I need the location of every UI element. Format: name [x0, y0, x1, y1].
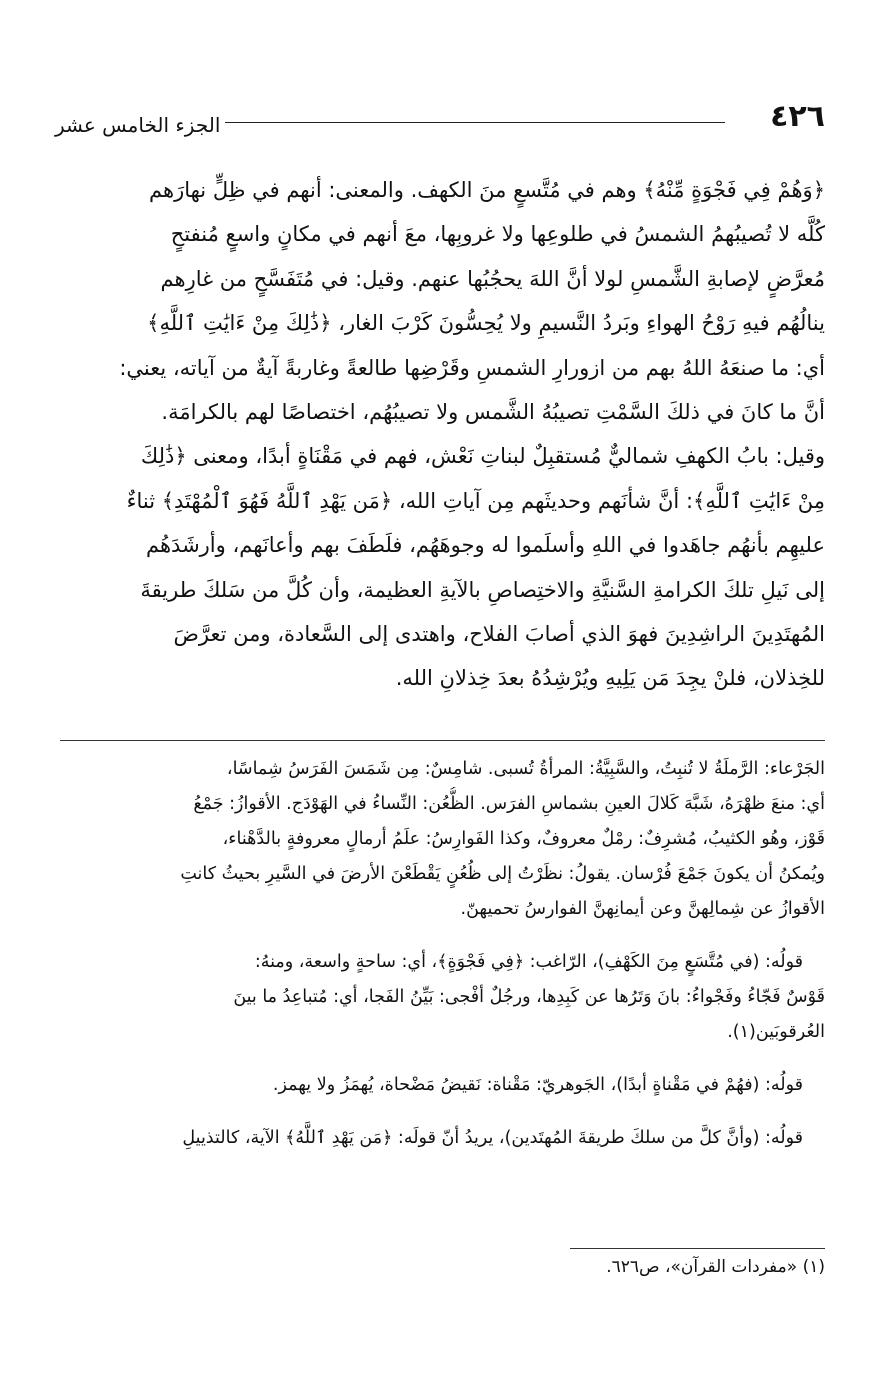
commentary-line: الأقوازُ عن شِمالِهنَّ وعن أيمانِهنَّ الفوارسُ تحميهنّ.	[460, 899, 825, 919]
main-text-line: وقيل: بابُ الكهفِ شماليٌّ مُستقبِلٌ لبناتِ نَعْش، فهم في مَقْنَاةٍ أبدًا، ومعنى ﴿ذَٰلِكَ	[140, 444, 825, 469]
commentary-line: ويُمكنُ أن يكونَ جَمْعَ فُرْسان. يقولُ: نظَرْتُ إلى ظُعُنٍ يَقْطَعْنَ الأرضَ في السَّيرِ بحيثُ كانتِ	[180, 864, 825, 884]
commentary-line: قولُه: (فهُمْ في مَقْناةٍ أبدًا)، الجَوهريّ: مَقْناة: نَقيضُ مَضْحاة، يُهمَزُ ولا يهمز.	[272, 1075, 803, 1095]
main-text-line: إلى نَيلِ تلكَ الكرامةِ السَّنيَّةِ والاختِصاصِ بالآيةِ العظيمة، وأن كُلَّ من سَلكَ طريقةَ	[140, 577, 825, 602]
commentary-line: أي: منعَ ظهْرَهُ، شَبَّهَ كَلالَ العينِ بشماسِ الفرَس. الظُّعُن: النِّساءُ في الهَوْدَج. الأقوازُ: جَمْعُ	[193, 794, 825, 814]
running-title: الجزء الخامس عشر	[55, 113, 221, 137]
footnote-divider	[570, 1248, 825, 1249]
main-text-line: ينالُهُم فيهِ رَوْحُ الهواءِ وبَردُ النَّسيمِ ولا يُحِسُّونَ كَرْبَ الغار، ﴿ذَٰلِكَ مِنْ ءَايَٰتِ ٱللَّهِ﴾	[147, 311, 825, 336]
commentary-line: قولُه: (في مُتَّسَعٍ مِنَ الكَهْفِ)، الرّاغب: ﴿فِي فَجْوَةٍ﴾، أي: ساحةٍ واسعة، ومنهُ:	[254, 952, 803, 972]
main-text-line: المُهتَدِينَ الراشِدِينَ فهوَ الذي أصابَ الفلاح، واهتدى إلى السَّعادة، ومن تعرَّضَ	[173, 621, 825, 646]
main-text-line: مُعرَّضٍ لإصابةِ الشَّمسِ لولا أنَّ اللهَ يحجُبُها عنهم. وقيل: في مُتَفَسَّحٍ من غارِهم	[160, 266, 825, 291]
main-text-line: كُلَّه لا تُصيبُهمُ الشمسُ في طلوعِها ولا غروبِها، معَ أنهم في مكانٍ واسعٍ مُنفتحٍ	[170, 222, 825, 247]
commentary-paragraph	[60, 945, 825, 1050]
commentary-line: قَوْسٌ فَجّاءُ وفَجْواءُ: بانَ وَتَرُها عن كَبِدِها، ورجُلٌ أفْجى: بَيِّنُ الفَجا، أي: مُتباعِدُ ما بينَ	[233, 987, 825, 1007]
main-text-line: أنَّ ما كانَ في ذلكَ السَّمْتِ تصيبُهُ الشَّمس ولا تصيبُهُم، اختصاصًا لهم بالكرامَة.	[161, 399, 825, 424]
commentary	[60, 752, 825, 1174]
main-text	[60, 168, 825, 701]
header-rule	[225, 122, 725, 123]
main-text-line: ﴿وَهُمْ فِي فَجْوَةٍ مِّنْهُ﴾ وهم في مُتَّسعٍ منَ الكهف. والمعنى: أنهم في ظِلٍّ نهارَهم	[149, 178, 825, 202]
commentary-line: قولُه: (وأنَّ كلَّ من سلكَ طريقةَ المُهتَدين)، يريدُ أنّ قولَه: ﴿مَن يَهْدِ ٱللَّهُ﴾ الآية، كالتذييلِ	[182, 1128, 803, 1148]
main-text-line: أي: ما صنعَهُ اللهُ بهم من ازورارِ الشمسِ وقَرْضِها طالعةً وغاربةً آيةٌ من آياته، يعني:	[119, 355, 825, 380]
main-text-line: للخِذلان، فلنْ يجِدَ مَن يَلِيهِ ويُرْشِدُهُ بعدَ خِذلانِ الله.	[395, 666, 825, 691]
commentary-paragraph	[60, 752, 825, 927]
page-number: ٤٢٦	[770, 99, 825, 134]
main-text-line: مِنْ ءَايَٰتِ ٱللَّهِ﴾: أنَّ شأنَهم وحديثَهم مِن آياتِ الله، ﴿مَن يَهْدِ ٱللَّهُ فَهُوَ ٱلْمُهْتَدِ﴾ ثناءٌ	[126, 488, 825, 513]
commentary-line: الجَرْعاء: الرَّملَةُ لا تُنبِتُ، والسَّبِيَّةُ: المرأةُ تُسبى. شامِسٌ: مِن شَمَسَ الفَرَسُ شِماسًا،	[226, 759, 825, 779]
page-header	[55, 100, 825, 140]
main-text-line: عليهِم بأنهُم جاهَدوا في اللهِ وأسلَموا له وجوهَهُم، فلَطَفَ بهم وأعانَهم، وأرشَدَهُم	[146, 533, 825, 558]
footnote: (١) «مفردات القرآن»، ص٦٢٦.	[606, 1257, 825, 1277]
commentary-line: قَوْز، وهُو الكثيبُ، مُشرِفٌ: رمْلٌ معروفٌ، وكذا الفَوارِسُ: علَمُ أرمالٍ معروفةٍ بالدَّهْناء،	[222, 829, 825, 849]
commentary-paragraph	[60, 1068, 825, 1103]
commentary-divider	[60, 740, 825, 741]
commentary-paragraph	[60, 1121, 825, 1156]
commentary-line: العُرقوبَين(١).	[727, 1022, 825, 1042]
